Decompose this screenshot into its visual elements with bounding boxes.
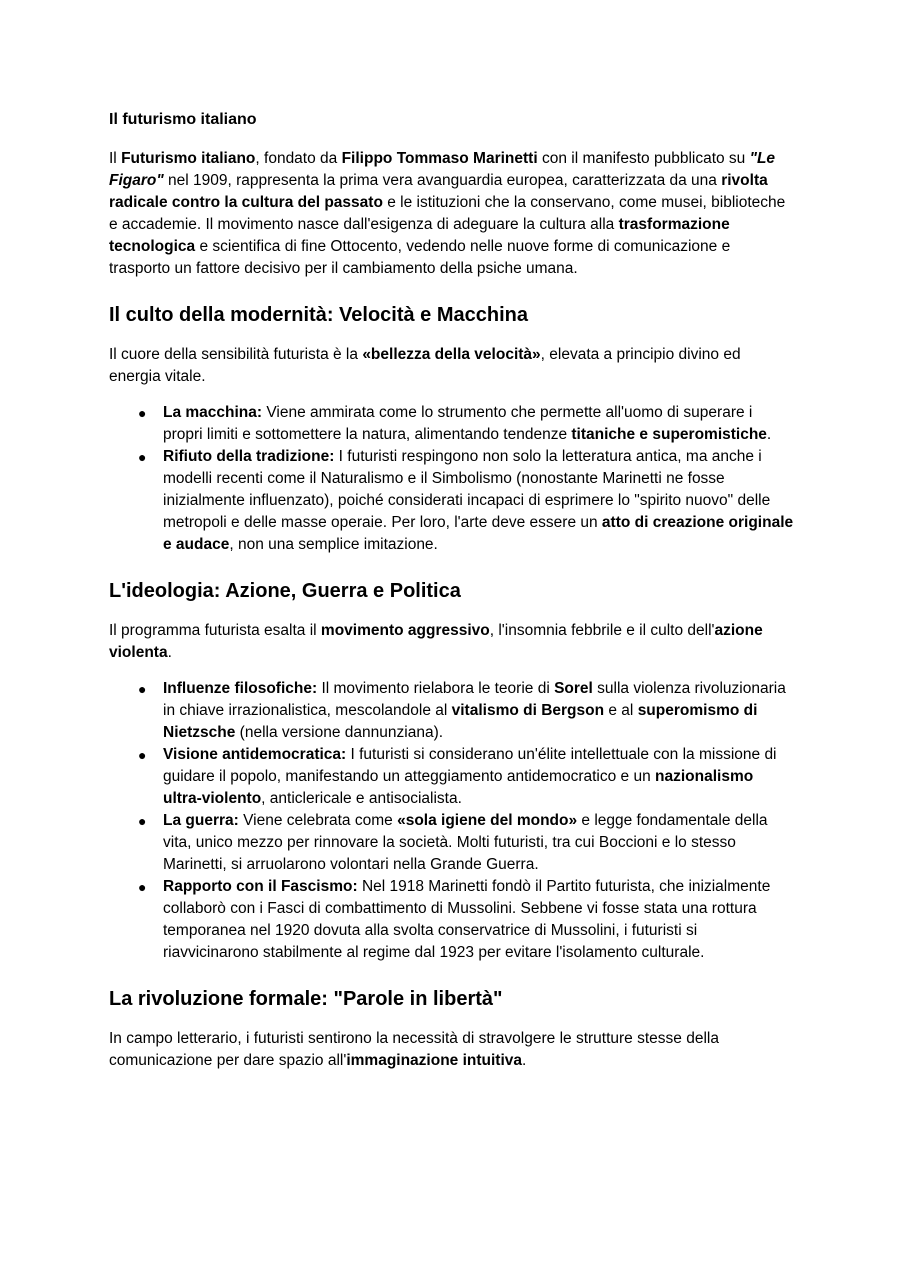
list-item xyxy=(109,402,794,446)
list-item-bold: atto di creazione originale e audace xyxy=(163,514,794,553)
list-item-bold: vitalismo di Bergson xyxy=(451,702,605,719)
document-page xyxy=(109,108,794,1086)
bullet-icon: ● xyxy=(138,747,147,763)
section2-paragraph xyxy=(109,620,794,664)
list-item xyxy=(109,678,794,744)
list-item-text: Il movimento rielabora le teorie di xyxy=(317,680,555,697)
list-item-text: Viene ammirata come lo strumento che permette all'uomo di superare i propri limiti e sottomettere la natura, alimentando tendenze xyxy=(163,404,753,443)
list-item xyxy=(109,876,794,964)
paragraph-bold: movimento aggressivo xyxy=(320,622,490,639)
list-item-text: , non una semplice imitazione. xyxy=(229,536,438,553)
bullet-icon: ● xyxy=(138,813,147,829)
list-item-label: Rapporto con il Fascismo: xyxy=(163,878,358,895)
paragraph-bold: «bellezza della velocità» xyxy=(362,346,541,363)
list-item-text: . xyxy=(766,426,772,443)
list-item-text: Viene celebrata come xyxy=(238,812,398,829)
section2-bullet-list xyxy=(109,678,794,964)
intro-text: nel 1909, rappresenta la prima vera avanguardia europea, caratterizzata da una xyxy=(163,172,722,189)
intro-text: Il xyxy=(109,150,122,167)
list-item-text: (nella versione dannunziana). xyxy=(235,724,444,741)
paragraph-text: In campo letterario, i futuristi sentirono la necessità di stravolgere le strutture stesse della comunicazione per dare spazio all' xyxy=(109,1030,719,1069)
list-item-text: sulla violenza rivoluzionaria in chiave irrazionalistica, mescolandole al xyxy=(163,680,786,719)
intro-bold: Futurismo italiano xyxy=(121,150,256,167)
intro-text: e le istituzioni che la conservano, come musei, biblioteche e accademie. Il movimento nasce dall'esigenza di adeguare la cultura alla xyxy=(109,194,786,233)
document-title: Il futurismo italiano xyxy=(109,111,257,128)
bullet-icon: ● xyxy=(138,681,147,697)
list-item xyxy=(109,446,794,556)
paragraph-text: Il programma futurista esalta il xyxy=(109,622,321,639)
intro-text: , fondato da xyxy=(255,150,342,167)
intro-bold-italic: "Le Figaro" xyxy=(109,150,776,189)
paragraph-text: . xyxy=(522,1052,527,1069)
paragraph-bold: azione violenta xyxy=(109,622,763,661)
list-item-label: Rifiuto della tradizione: xyxy=(163,448,335,465)
list-item-text: I futuristi respingono non solo la letteratura antica, ma anche i modelli recenti come il Naturalismo e il Simbolismo (nonostante Marinetti ne fosse inizialmente influenzato), poiché considerati incapaci di esprimere lo "spirito nuovo" delle metropoli e delle masse operaie. Per loro, l'arte deve essere un xyxy=(163,448,771,531)
list-item-bold: «sola igiene del mondo» xyxy=(397,812,578,829)
intro-bold: trasformazione tecnologica xyxy=(109,216,730,255)
bullet-icon: ● xyxy=(138,405,147,421)
paragraph-text: , l'insomnia febbrile e il culto dell' xyxy=(489,622,715,639)
paragraph-text: , elevata a principio divino ed energia vitale. xyxy=(109,346,741,385)
paragraph-text: . xyxy=(167,644,172,661)
paragraph-text: Il cuore della sensibilità futurista è la xyxy=(109,346,363,363)
bullet-icon: ● xyxy=(138,449,147,465)
list-item-bold: nazionalismo ultra-violento xyxy=(163,768,754,807)
list-item-text: Nel 1918 Marinetti fondò il Partito futurista, che inizialmente collaborò con i Fasci di combattimento di Mussolini. Sebbene vi fosse stata una rottura temporanea nel 1920 dovuta alla svolta conservatrice di Mussolini, i futuristi si riavvicinarono stabilmente al regime dal 1923 per evitare l'isolamento culturale. xyxy=(163,878,771,961)
list-item-text: e al xyxy=(604,702,638,719)
section3-paragraph xyxy=(109,1028,794,1072)
intro-paragraph xyxy=(109,148,794,280)
list-item-label: La macchina: xyxy=(163,404,263,421)
section1-bullet-list xyxy=(109,402,794,556)
list-item-bold: titaniche e superomistiche xyxy=(571,426,767,443)
section1-paragraph xyxy=(109,344,794,388)
list-item-label: Visione antidemocratica: xyxy=(163,746,347,763)
list-item-label: Influenze filosofiche: xyxy=(163,680,318,697)
intro-bold: rivolta radicale contro la cultura del passato xyxy=(109,172,768,211)
list-item-bold: Sorel xyxy=(554,680,593,697)
list-item-text: e legge fondamentale della vita, unico mezzo per rinnovare la società. Molti futuristi, tra cui Boccioni e lo stesso Marinetti, si arruolarono volontari nella Grande Guerra. xyxy=(163,812,768,873)
bullet-icon: ● xyxy=(138,879,147,895)
intro-text: e scientifica di fine Ottocento, vedendo nelle nuove forme di comunicazione e trasporto un fattore decisivo per il cambiamento della psiche umana. xyxy=(109,238,731,277)
section3-heading: La rivoluzione formale: "Parole in libertà" xyxy=(109,988,503,1010)
intro-text: con il manifesto pubblicato su xyxy=(537,150,750,167)
paragraph-bold: immaginazione intuitiva xyxy=(346,1052,523,1069)
intro-bold: Filippo Tommaso Marinetti xyxy=(341,150,538,167)
list-item-text: I futuristi si considerano un'élite intellettuale con la missione di guidare il popolo, manifestando un atteggiamento antidemocratico e un xyxy=(163,746,777,785)
list-item-label: La guerra: xyxy=(163,812,239,829)
list-item xyxy=(109,810,794,876)
section1-heading: Il culto della modernità: Velocità e Macchina xyxy=(109,304,529,326)
section2-heading: L'ideologia: Azione, Guerra e Politica xyxy=(109,580,461,602)
list-item xyxy=(109,744,794,810)
list-item-text: , anticlericale e antisocialista. xyxy=(261,790,462,807)
list-item-bold: superomismo di Nietzsche xyxy=(163,702,758,741)
